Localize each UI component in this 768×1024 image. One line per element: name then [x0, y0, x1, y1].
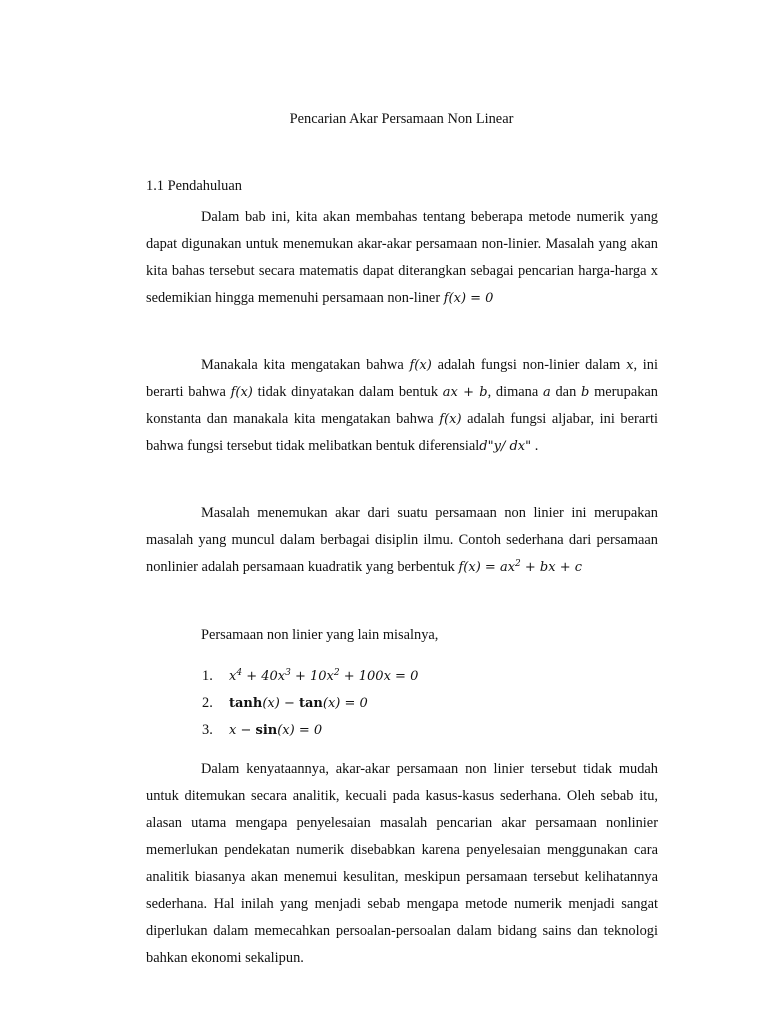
equation-fx-zero: f(x) = 0 — [443, 291, 494, 306]
text-span: dan — [555, 384, 577, 400]
math-function: tanh — [229, 696, 263, 711]
math-span: + 10x — [290, 669, 334, 684]
math-fx: f(x) — [230, 385, 253, 400]
math-ax-plus-b: ax + b — [442, 385, 488, 400]
equation-quadratic — [459, 560, 583, 575]
math-span: f(x) = ax — [458, 560, 516, 575]
text-span: . — [534, 438, 539, 454]
section-heading: 1.1 Pendahuluan — [146, 178, 242, 194]
paragraph-examples-intro: Persamaan non linier yang lain misalnya, — [201, 627, 439, 643]
text-span: tidak dinyatakan dalam bentuk — [257, 384, 439, 400]
math-span: (x) − — [262, 696, 299, 711]
paragraph-intro — [146, 204, 658, 312]
list-number: 1. — [202, 668, 213, 684]
equation-sin — [229, 723, 322, 738]
math-fx: f(x) — [409, 358, 432, 373]
paragraph-problem — [146, 500, 658, 581]
superscript: 2 — [515, 559, 521, 569]
list-item — [202, 663, 418, 690]
math-dydx: d"y/ dx" — [479, 439, 532, 454]
equation-tanh — [229, 696, 368, 711]
math-b: b — [581, 385, 590, 400]
math-x: x — [626, 358, 634, 373]
math-fx: f(x) — [439, 412, 462, 427]
list-number: 2. — [202, 695, 213, 711]
math-span: x − — [229, 723, 256, 738]
text-span: , dimana — [487, 384, 539, 400]
math-span: (x) = 0 — [277, 723, 323, 738]
superscript: 4 — [236, 668, 243, 678]
text-span: merupakan konstanta dan manakala kita mengatakan bahwa — [146, 384, 658, 427]
equation-polynomial — [229, 669, 418, 684]
paragraph-intro-text: Dalam bab ini, kita akan membahas tentang beberapa metode numerik yang dapat digunakan untuk menemukan akar-akar persamaan non-linier. Masalah yang akan kita bahas tersebut secara matematis dapat diterangkan sebagai pencarian harga-harga x sedemikian hingga memenuhi persamaan non-liner — [146, 209, 658, 306]
superscript: 2 — [333, 668, 340, 678]
math-span: x — [229, 669, 237, 684]
text-span: Manakala kita mengatakan bahwa — [201, 357, 404, 373]
math-span: (x) = 0 — [322, 696, 368, 711]
math-span: + 100x = 0 — [339, 669, 419, 684]
math-function: tan — [298, 696, 323, 711]
math-function: sin — [255, 723, 278, 738]
math-a: a — [542, 385, 551, 400]
equation-list — [202, 663, 418, 744]
math-span: + 40x — [242, 669, 286, 684]
superscript: 3 — [285, 668, 291, 678]
paragraph-definition — [146, 352, 658, 460]
math-span: + bx + c — [520, 560, 583, 575]
text-span: adalah fungsi non-linier dalam — [437, 357, 621, 373]
list-item — [202, 717, 418, 744]
paragraph-conclusion: Dalam kenyataannya, akar-akar persamaan non linier tersebut tidak mudah untuk ditemukan secara analitik, kecuali pada kasus-kasus sederhana. Oleh sebab itu, alasan utama mengapa penyelesaian masalah pencarian akar persamaan nonlinier memerlukan pendekatan numerik disebabkan karena penyelesaian menggunakan cara analitik biasanya akan menemui kesulitan, meskipun persamaan tersebut kelihatannya sederhana. Hal inilah yang menjadi sebab mengapa metode numerik menjadi sangat diperlukan dalam memecahkan persoalan-persoalan dalam bidang sains dan teknologi bahkan ekonomi sekalipun. — [146, 761, 658, 966]
paragraph-problem-text: Masalah menemukan akar dari suatu persamaan non linier ini merupakan masalah yang muncul dalam berbagai disiplin ilmu. Contoh sederhana dari persamaan nonlinier adalah persamaan kuadratik yang berbentuk — [146, 505, 658, 575]
list-number: 3. — [202, 722, 213, 738]
text-span: adalah fungsi aljabar, ini berarti bahwa fungsi tersebut tidak melibatkan bentuk diferensial — [146, 411, 658, 454]
page-title: Pencarian Akar Persamaan Non Linear — [289, 111, 514, 127]
text-span: , ini berarti bahwa — [146, 357, 658, 400]
list-item — [202, 690, 418, 717]
